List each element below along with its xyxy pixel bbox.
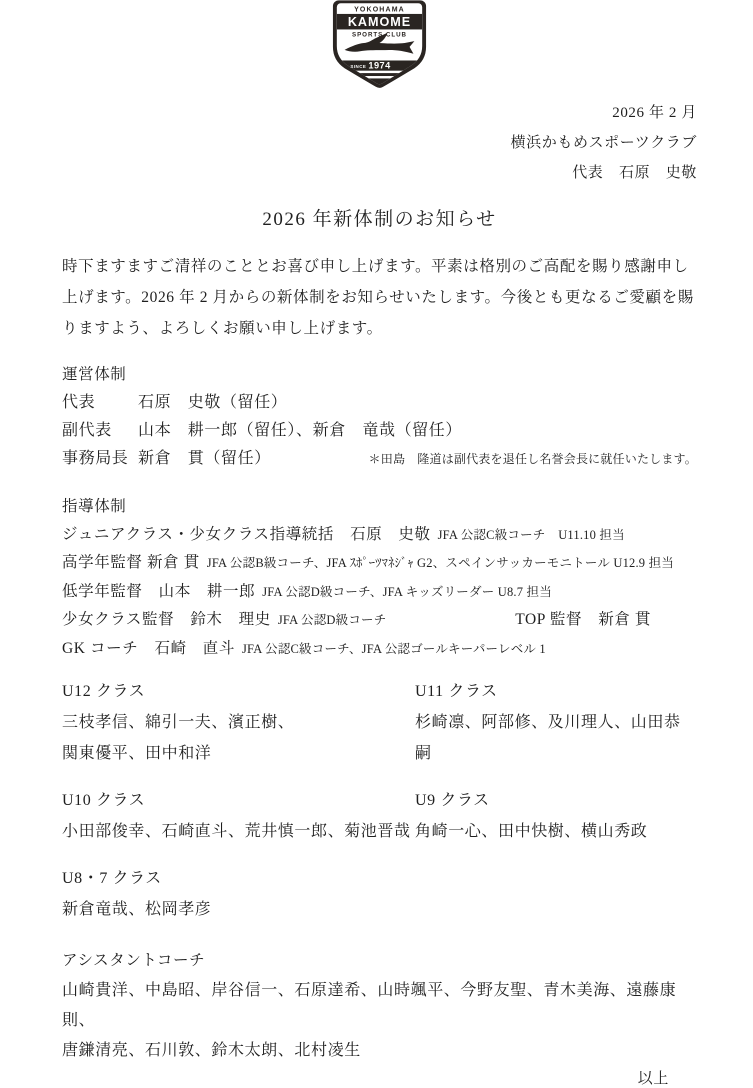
- coach-role-name: ジュニアクラス・少女クラス指導統括 石原 史敬: [62, 525, 431, 543]
- logo-sub-text: SPORTS CLUB: [351, 31, 408, 39]
- coaching-line: [62, 606, 697, 635]
- class-empty-cell: [415, 864, 697, 925]
- class-members: 新倉竜哉、松岡孝彦: [62, 901, 212, 918]
- top-director: TOP 監督 新倉 貫: [515, 611, 651, 628]
- management-note: ＊田島 隆道は副代表を退任し名誉会長に就任いたします。: [368, 452, 697, 466]
- coaching-line: [62, 578, 697, 607]
- role-names: 山本 耕一郎（留任）、新倉 竜哉（留任）: [138, 422, 463, 439]
- class-row: [62, 864, 697, 925]
- class-label: U8・7 クラス: [62, 870, 162, 887]
- logo-top-text: YOKOHAMA: [354, 6, 405, 14]
- management-row: [62, 445, 697, 473]
- class-u8-7: [62, 864, 415, 925]
- coach-qualification: JFA 公認C級コーチ U11.10 担当: [437, 527, 625, 542]
- greeting-paragraph: 時下ますますご清祥のこととお喜び申し上げます。平素は格別のご高配を賜り感謝申し上げます。2026 年 2 月からの新体制をお知らせいたします。今後とも更なるご愛顧を賜りますよう、よろしくお願い申し上げます。: [62, 258, 694, 337]
- class-label: U11 クラス: [415, 683, 498, 700]
- coach-role-name: 高学年監督 新倉 貫: [62, 554, 200, 571]
- assistant-members: 唐鎌清亮、石川敦、鈴木太朗、北村凌生: [62, 1042, 361, 1059]
- class-u10: [62, 786, 415, 847]
- closing-mark: 以上: [637, 1071, 669, 1087]
- logo-name-text: KAMOME: [347, 15, 412, 30]
- class-members: 角崎一心、田中快樹、横山秀政: [415, 823, 648, 840]
- coach-role-name: GK コーチ 石崎 直斗: [62, 639, 235, 657]
- class-u11: [415, 677, 697, 769]
- assistant-members: 山崎貴洋、中島昭、岸谷信一、石原達希、山時颯平、今野友聖、青木美海、遠藤康則、: [62, 982, 677, 1029]
- representative-line: 代表 石原 史敬: [572, 165, 697, 181]
- logo-stripe: [331, 78, 428, 90]
- class-row: [62, 677, 697, 769]
- class-label: U9 クラス: [415, 792, 490, 809]
- class-members: 杉崎凛、阿部修、及川理人、山田恭嗣: [415, 714, 681, 762]
- class-members: 小田部俊幸、石崎直斗、荒井慎一郎、菊池晋哉: [62, 823, 411, 840]
- coaching-line: [62, 635, 697, 664]
- class-row: [62, 786, 697, 847]
- logo-stripe: [331, 73, 428, 76]
- organization-line: 横浜かもめスポーツクラブ: [510, 135, 697, 151]
- class-u9: [415, 786, 697, 847]
- class-lists-section: [62, 677, 697, 925]
- assistant-heading: アシスタントコーチ: [62, 952, 206, 969]
- logo-since-year: 1974: [368, 60, 391, 71]
- coaching-line: [62, 549, 697, 578]
- class-u12: [62, 677, 415, 769]
- page-title: 2026 年新体制のお知らせ: [262, 209, 497, 230]
- coach-qualification: JFA 公認B級コーチ、JFA ｽﾎﾟｰﾂﾏﾈｼﾞｬ G2、スペインサッカーモニトール U12.9 担当: [206, 556, 674, 570]
- management-row: [62, 417, 697, 445]
- coach-qualification: JFA 公認C級コーチ、JFA 公認ゴールキーパーレベル 1: [241, 641, 546, 656]
- date-line: 2026 年 2 月: [612, 105, 697, 121]
- club-logo-badge: [331, 0, 428, 88]
- class-label: U10 クラス: [62, 792, 146, 809]
- coaching-section: [62, 493, 697, 663]
- class-label: U12 クラス: [62, 683, 146, 700]
- management-row: [62, 389, 697, 417]
- coaching-line: [62, 521, 697, 550]
- role-names: 新倉 貫（留任）: [138, 450, 271, 467]
- role-label: 代表: [62, 394, 96, 411]
- letterhead: [62, 98, 697, 188]
- role-label: 副代表: [62, 422, 112, 439]
- coach-role-name: 少女クラス監督 鈴木 理史: [62, 611, 271, 628]
- club-logo: [62, 0, 697, 88]
- management-section: [62, 361, 697, 473]
- management-heading: 運営体制: [62, 366, 127, 383]
- assistant-coach-section: [62, 946, 697, 1066]
- logo-since-label: SINCE: [350, 63, 367, 69]
- role-label: 事務局長: [62, 450, 129, 467]
- role-names: 石原 史敬（留任）: [138, 394, 288, 411]
- coach-qualification: JFA 公認D級コーチ: [277, 613, 387, 627]
- coaching-heading: 指導体制: [62, 498, 127, 515]
- coach-qualification: JFA 公認D級コーチ、JFA キッズリーダー U8.7 担当: [262, 584, 552, 599]
- coach-role-name: 低学年監督 山本 耕一郎: [62, 582, 256, 600]
- class-members: 関東優平、田中和洋: [62, 745, 212, 762]
- class-members: 三枝孝信、綿引一夫、濱正樹、: [62, 714, 295, 731]
